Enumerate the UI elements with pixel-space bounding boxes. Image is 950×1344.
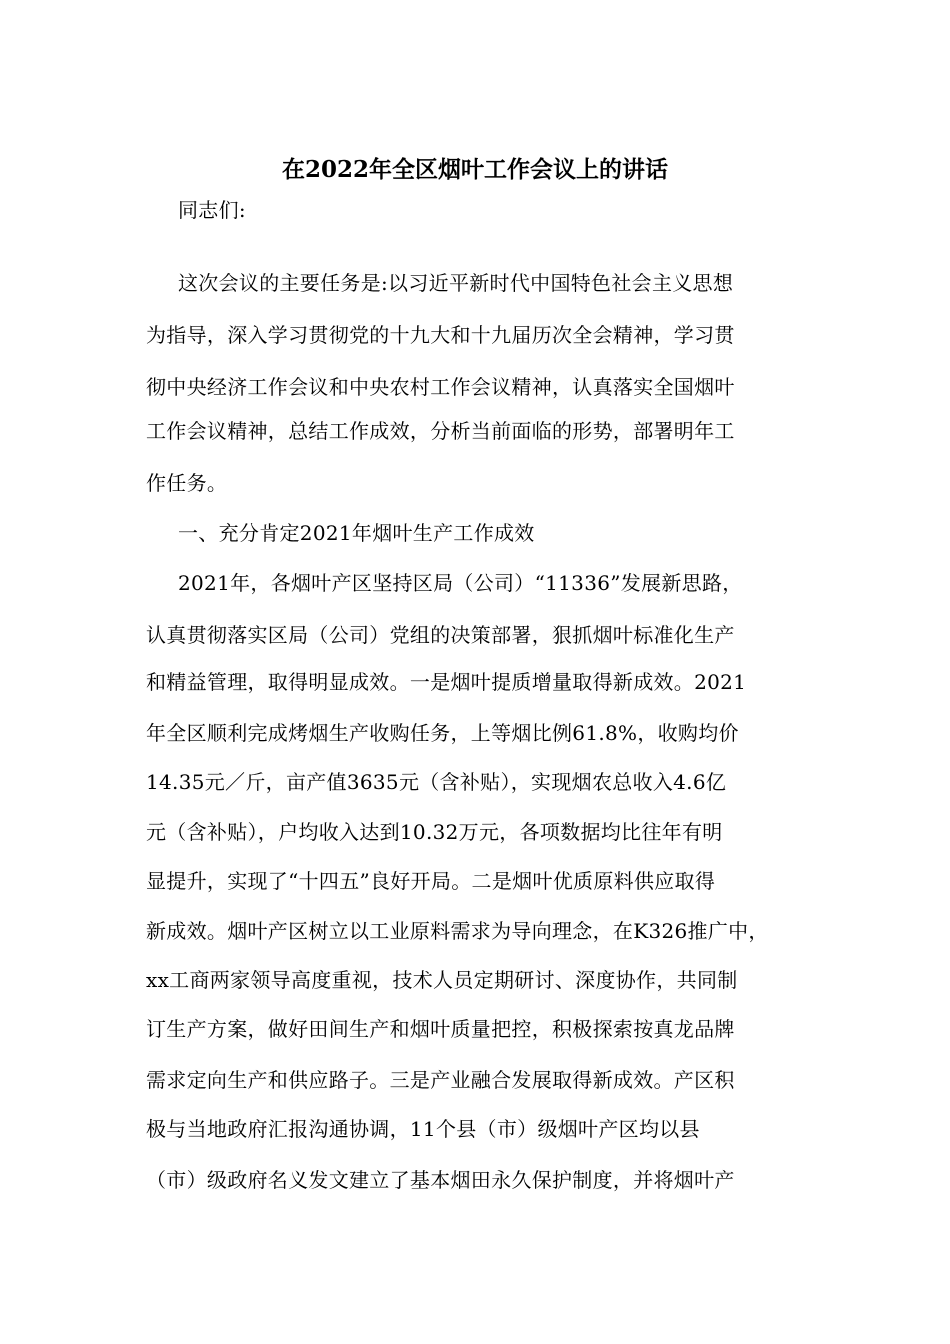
paragraph-2-line-7: 显提升，实现了“十四五”良好开局。二是烟叶优质原料供应取得 <box>146 869 716 893</box>
paragraph-2-line-5: 14.35元／斤，亩产值3635元（含补贴），实现烟农总收入4.6亿 <box>146 770 727 794</box>
paragraph-2-line-9: xx工商两家领导高度重视，技术人员定期研讨、深度协作，共同制 <box>146 968 738 992</box>
paragraph-1-line-2: 为指导，深入学习贯彻党的十九大和十九届历次全会精神，学习贯 <box>146 323 735 347</box>
paragraph-2-line-3: 和精益管理，取得明显成效。一是烟叶提质增量取得新成效。2021 <box>146 670 747 694</box>
section-heading-1: 一、充分肯定2021年烟叶生产工作成效 <box>178 521 535 545</box>
paragraph-1-line-3: 彻中央经济工作会议和中央农村工作会议精神，认真落实全国烟叶 <box>146 375 735 399</box>
paragraph-2-line-1: 2021年，各烟叶产区坚持区局（公司）“11336”发展新思路， <box>178 571 743 595</box>
paragraph-2-line-2: 认真贯彻落实区局（公司）党组的决策部署，狠抓烟叶标准化生产 <box>146 623 735 647</box>
paragraph-2-line-11: 需求定向生产和供应路子。三是产业融合发展取得新成效。产区积 <box>146 1068 735 1092</box>
document-title: 在2022年全区烟叶工作会议上的讲话 <box>281 156 668 183</box>
paragraph-2-line-4: 年全区顺利完成烤烟生产收购任务，上等烟比例61.8%，收购均价 <box>146 721 739 745</box>
paragraph-1-line-4: 工作会议精神，总结工作成效，分析当前面临的形势，部署明年工 <box>146 419 735 443</box>
paragraph-2-line-13: （市）级政府名义发文建立了基本烟田永久保护制度，并将烟叶产 <box>146 1168 735 1192</box>
paragraph-2-line-6: 元（含补贴），户均收入达到10.32万元，各项数据均比往年有明 <box>146 820 723 844</box>
salutation: 同志们: <box>178 198 246 222</box>
paragraph-1-line-1: 这次会议的主要任务是:以习近平新时代中国特色社会主义思想 <box>178 271 734 295</box>
paragraph-2-line-8: 新成效。烟叶产区树立以工业原料需求为导向理念，在K326推广中， <box>146 919 769 943</box>
paragraph-2-line-10: 订生产方案，做好田间生产和烟叶质量把控，积极探索按真龙品牌 <box>146 1017 735 1041</box>
paragraph-1-line-5: 作任务。 <box>146 471 228 495</box>
paragraph-2-line-12: 极与当地政府汇报沟通协调，11个县（市）级烟叶产区均以县 <box>146 1117 700 1141</box>
